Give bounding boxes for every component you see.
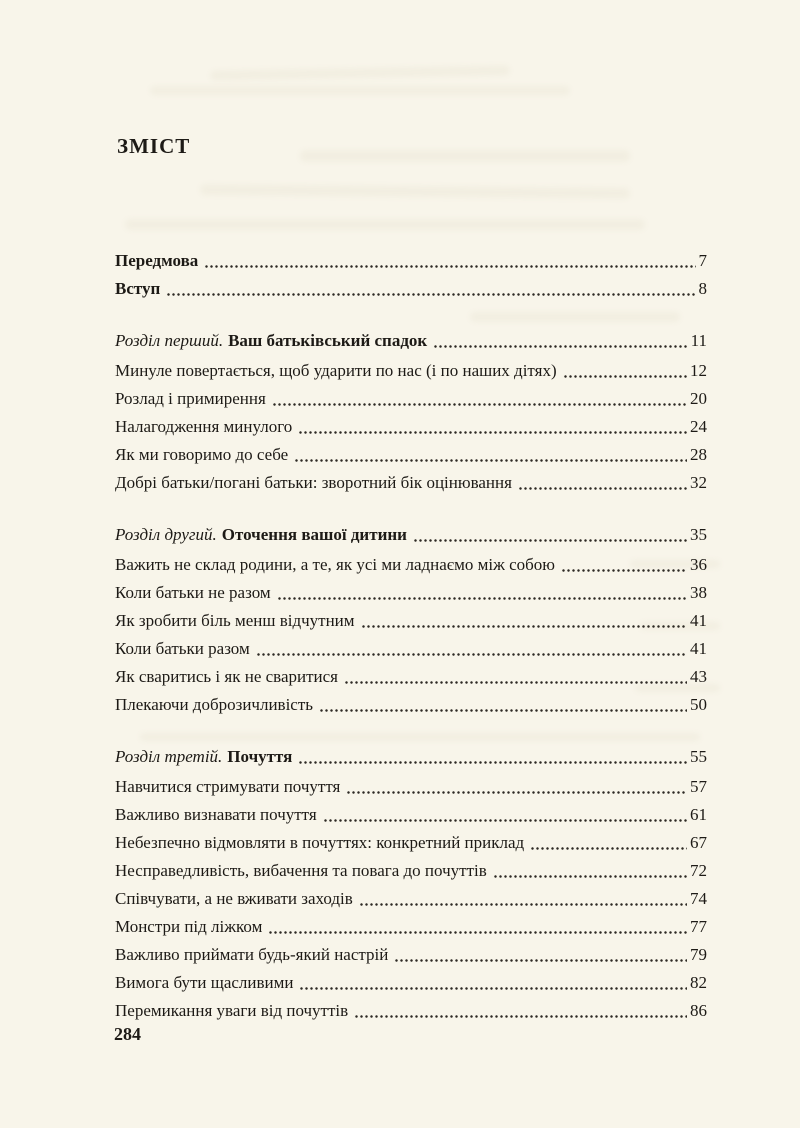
dot-leader [530, 829, 687, 857]
toc-row [115, 275, 707, 303]
toc-page-number: 8 [698, 279, 707, 298]
entry-title: Коли батьки разом [115, 639, 250, 658]
entry-title: Перемикання уваги від почуттів [115, 1001, 349, 1020]
bleedthrough-smudge [125, 219, 645, 230]
entry-title: Співчувати, а не вживати заходів [115, 889, 353, 908]
toc-entry-label [115, 357, 557, 385]
toc-row [115, 941, 707, 969]
toc-page-number: 28 [690, 445, 707, 464]
toc-entry-label [115, 913, 262, 941]
dot-leader [394, 941, 687, 969]
toc-entry-label [115, 857, 487, 885]
toc-row [115, 829, 707, 857]
dot-leader [323, 801, 687, 829]
toc-entry-label [115, 327, 427, 355]
page-title: ЗМІСТ [117, 134, 191, 158]
entry-title: Як ми говоримо до себе [115, 445, 289, 464]
dot-leader [346, 773, 687, 801]
dot-leader [493, 857, 687, 885]
toc-page-number: 41 [690, 639, 707, 658]
toc-entry-label [115, 997, 348, 1025]
toc-page-number: 36 [690, 555, 707, 574]
toc-row [115, 357, 707, 385]
toc-row [115, 441, 707, 469]
toc-page-number: 79 [690, 945, 707, 964]
toc-page-number: 57 [690, 777, 707, 796]
toc-entry-label [115, 469, 512, 497]
toc-page-number: 32 [690, 473, 707, 492]
bleedthrough-smudge [210, 65, 510, 80]
toc-entry-label [115, 969, 293, 997]
toc-entry-label [115, 635, 250, 663]
entry-title: Налагодження минулого [115, 417, 293, 436]
dot-leader [319, 691, 687, 719]
toc-entry-label [115, 829, 524, 857]
entry-title: Небезпечно відмовляти в почуттях: конкретний приклад [115, 833, 525, 852]
entry-title: Монстри під ліжком [115, 917, 263, 936]
dot-leader [268, 913, 687, 941]
entry-title: Важливо визнавати почуття [115, 805, 317, 824]
dot-leader [361, 607, 687, 635]
chapter-prefix: Розділ другий. [115, 525, 217, 544]
toc-page-number: 43 [690, 667, 707, 686]
dot-leader [166, 275, 695, 303]
toc-page-number: 74 [690, 889, 707, 908]
toc-entry-label [115, 885, 353, 913]
chapter-title: Ваш батьківський спадок [228, 331, 428, 350]
toc-page-number: 11 [690, 331, 707, 350]
toc-row [115, 885, 707, 913]
toc-entry-label [115, 801, 317, 829]
dot-leader [277, 579, 687, 607]
toc-entry-label [115, 521, 407, 549]
dot-leader [272, 385, 687, 413]
entry-title: Несправедливість, вибачення та повага до почуттів [115, 861, 487, 880]
toc-row [115, 327, 707, 355]
dot-leader [294, 441, 687, 469]
dot-leader [299, 969, 687, 997]
chapter-prefix: Розділ третій. [115, 747, 223, 766]
toc-row [115, 521, 707, 549]
toc-entry-label [115, 607, 355, 635]
toc-entry-label [115, 551, 555, 579]
toc-row [115, 743, 707, 771]
toc-row [115, 913, 707, 941]
entry-title: Вступ [115, 279, 161, 298]
dot-leader [413, 521, 687, 549]
entry-title: Як зробити біль менш відчутним [115, 611, 355, 630]
toc-entry-label [115, 385, 266, 413]
toc-entry-label [115, 743, 292, 771]
dot-leader [563, 357, 687, 385]
toc-row [115, 801, 707, 829]
dot-leader [298, 413, 687, 441]
toc-row [115, 579, 707, 607]
toc-row [115, 969, 707, 997]
entry-title: Вимога бути щасливими [115, 973, 294, 992]
table-of-contents [115, 247, 707, 1025]
toc-page-number: 82 [690, 973, 707, 992]
toc-row [115, 551, 707, 579]
toc-page-number: 20 [690, 389, 707, 408]
toc-page-number: 72 [690, 861, 707, 880]
toc-page-number: 41 [690, 611, 707, 630]
toc-row [115, 607, 707, 635]
dot-leader [298, 743, 687, 771]
toc-page-number: 12 [690, 361, 707, 380]
chapter-title: Почуття [227, 747, 293, 766]
bleedthrough-smudge [150, 86, 570, 95]
toc-row [115, 385, 707, 413]
entry-title: Як сваритись і як не сваритися [115, 667, 338, 686]
dot-leader [561, 551, 687, 579]
toc-row [115, 663, 707, 691]
toc-row [115, 857, 707, 885]
toc-entry-label [115, 773, 340, 801]
entry-title: Добрі батьки/погані батьки: зворотний бік оцінювання [115, 473, 512, 492]
toc-entry-label [115, 247, 198, 275]
toc-entry-label [115, 691, 313, 719]
dot-leader [354, 997, 687, 1025]
toc-entry-label [115, 413, 292, 441]
toc-row [115, 247, 707, 275]
entry-title: Минуле повертається, щоб ударити по нас (і по наших дітях) [115, 361, 557, 380]
dot-leader [344, 663, 687, 691]
toc-entry-label [115, 275, 160, 303]
chapter-prefix: Розділ перший. [115, 331, 224, 350]
toc-page-number: 77 [690, 917, 707, 936]
bleedthrough-smudge [200, 184, 630, 199]
toc-page-number: 7 [698, 251, 707, 270]
toc-page-number: 50 [690, 695, 707, 714]
toc-row [115, 773, 707, 801]
dot-leader [359, 885, 687, 913]
toc-entry-label [115, 441, 288, 469]
toc-page-number: 67 [690, 833, 707, 852]
toc-row [115, 413, 707, 441]
page-number: 284 [114, 1024, 141, 1044]
entry-title: Плекаючи доброзичливість [115, 695, 314, 714]
toc-row [115, 469, 707, 497]
toc-row [115, 691, 707, 719]
dot-leader [256, 635, 687, 663]
toc-entry-label [115, 579, 271, 607]
entry-title: Розлад і примирення [115, 389, 266, 408]
toc-page-number: 24 [690, 417, 707, 436]
entry-title: Важить не склад родини, а те, як усі ми ладнаємо між собою [115, 555, 555, 574]
toc-entry-label [115, 663, 338, 691]
entry-title: Навчитися стримувати почуття [115, 777, 341, 796]
dot-leader [433, 327, 687, 355]
toc-page-number: 35 [690, 525, 707, 544]
toc-page-number: 86 [690, 1001, 707, 1020]
toc-row [115, 635, 707, 663]
toc-page-number: 55 [690, 747, 707, 766]
toc-entry-label [115, 941, 388, 969]
toc-row [115, 997, 707, 1025]
dot-leader [518, 469, 687, 497]
toc-page-number: 61 [690, 805, 707, 824]
entry-title: Важливо приймати будь-який настрій [115, 945, 389, 964]
entry-title: Коли батьки не разом [115, 583, 271, 602]
dot-leader [204, 247, 695, 275]
bleedthrough-smudge [300, 150, 630, 162]
entry-title: Передмова [115, 251, 199, 270]
toc-page-number: 38 [690, 583, 707, 602]
chapter-title: Оточення вашої дитини [221, 525, 407, 544]
